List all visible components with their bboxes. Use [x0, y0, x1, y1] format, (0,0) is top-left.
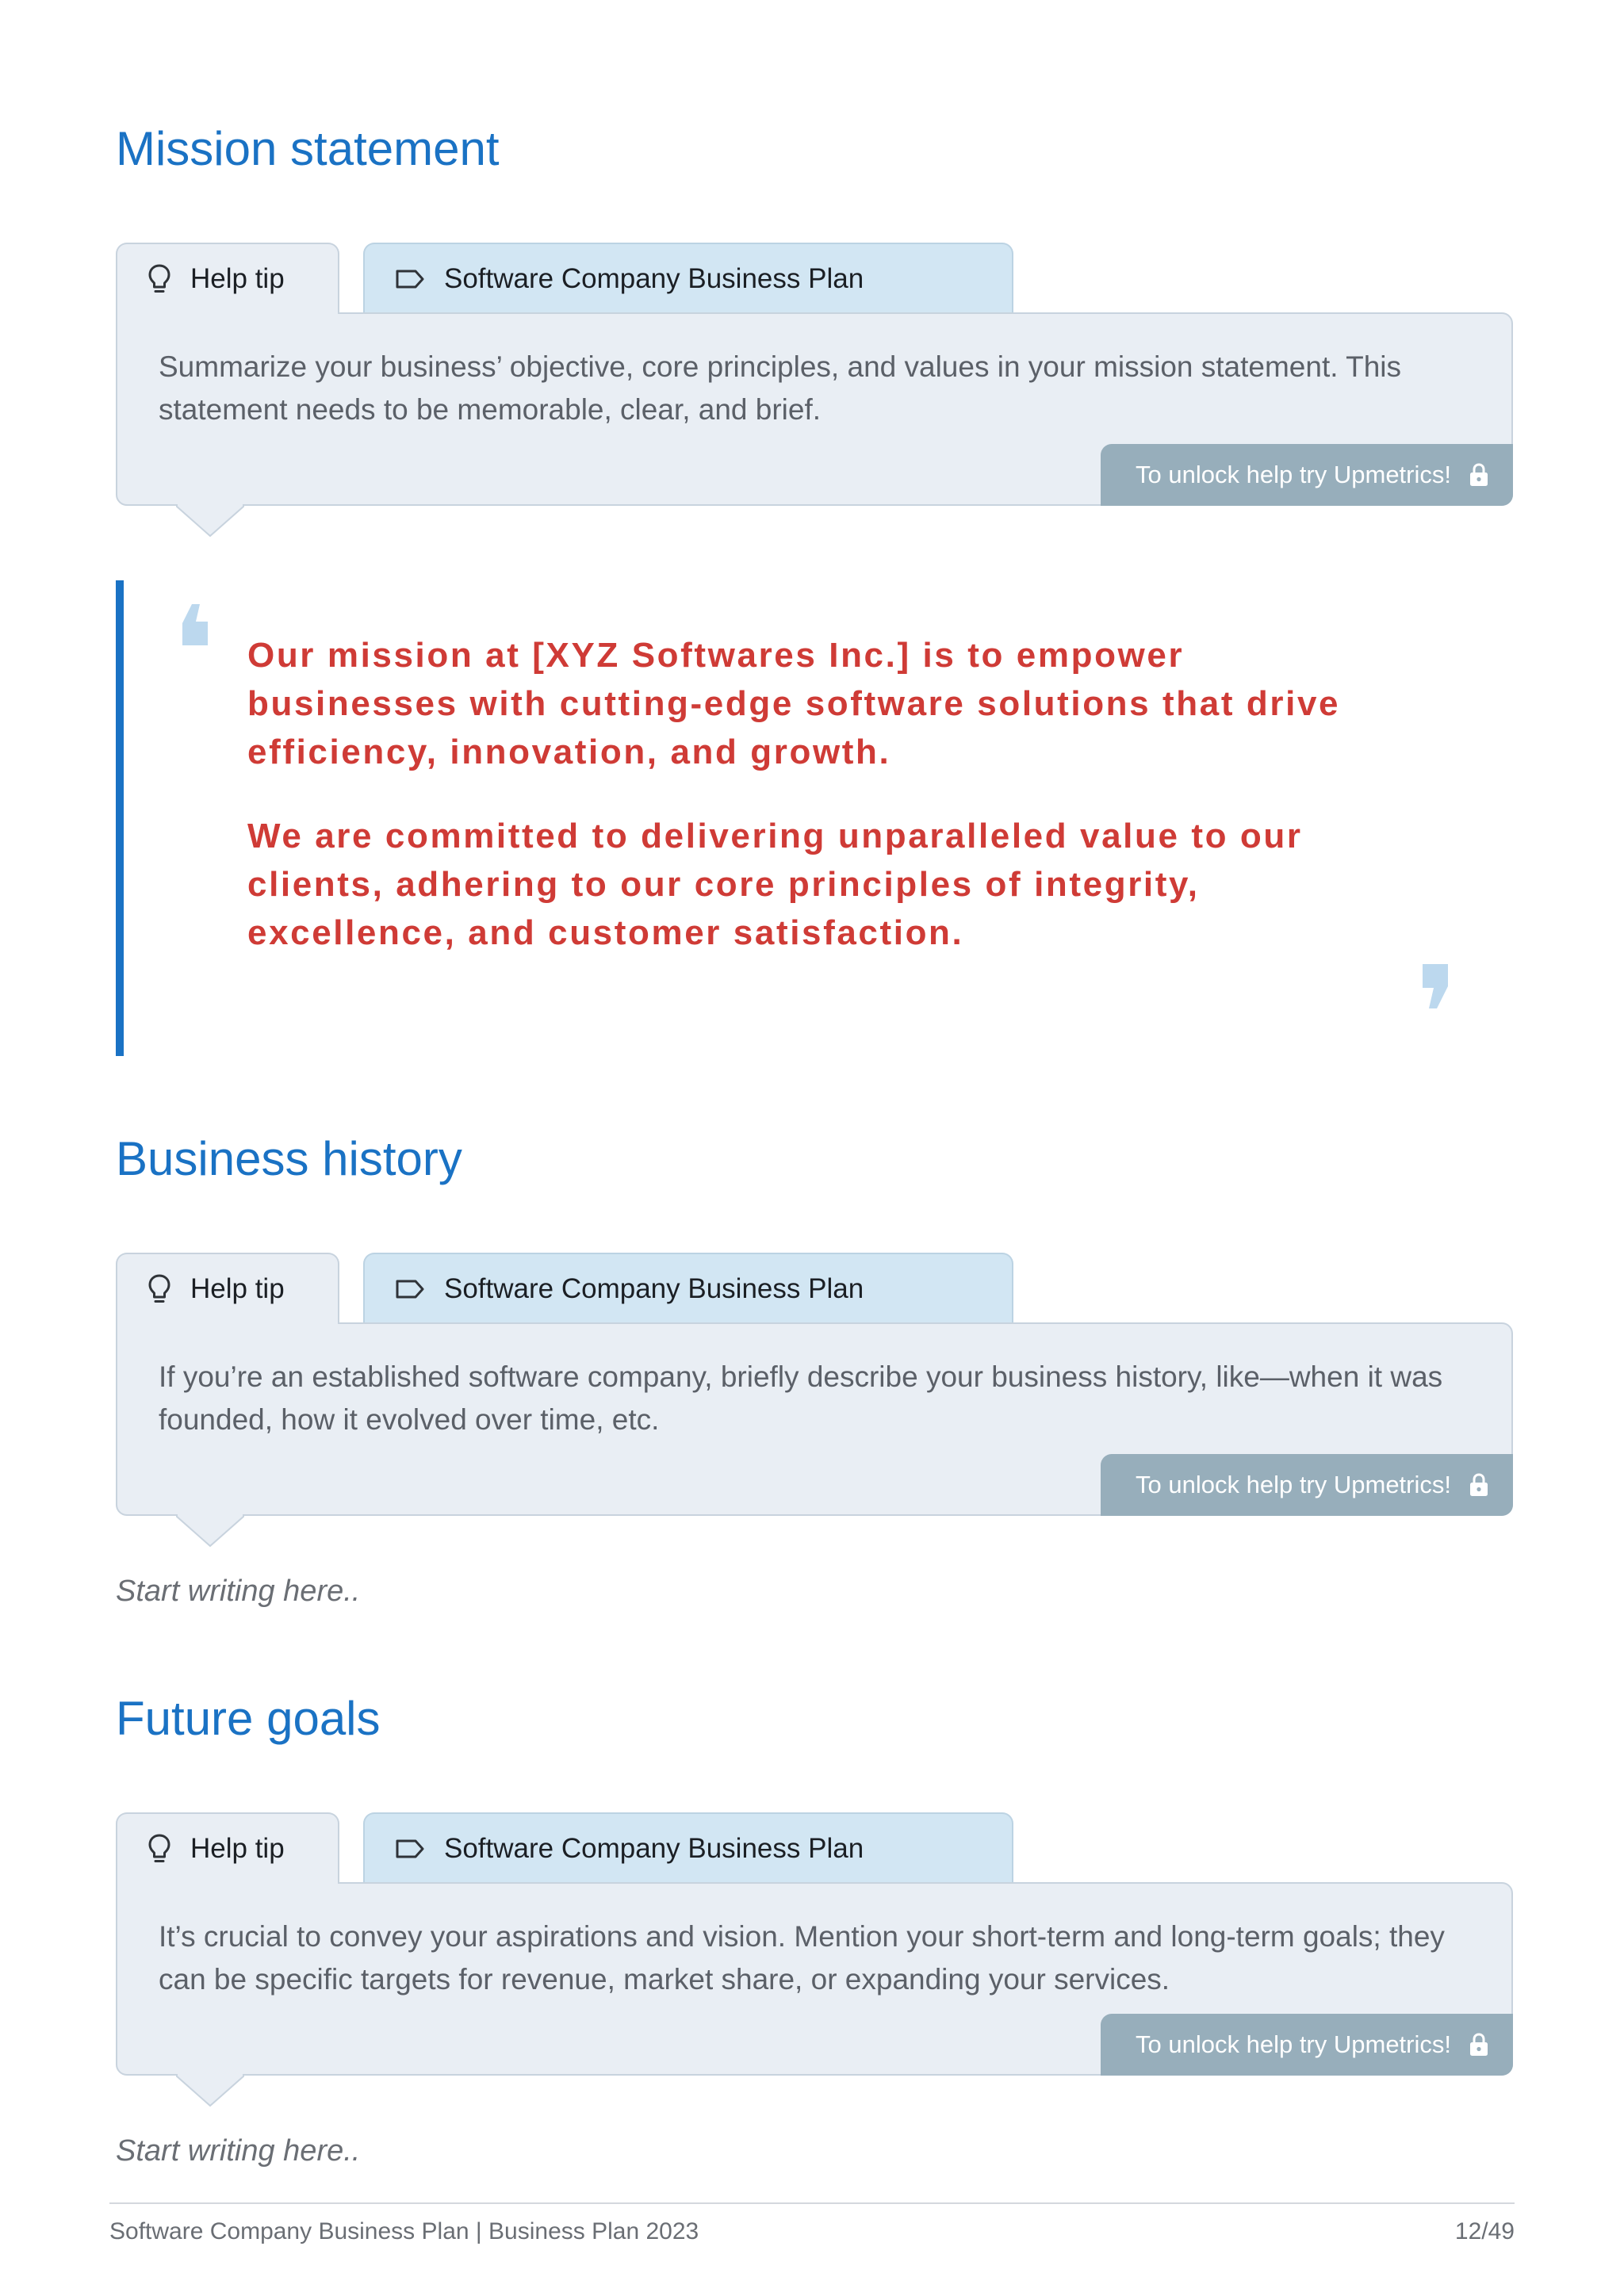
plan-tab-label: Software Company Business Plan	[444, 1273, 864, 1304]
help-tip-business-history	[116, 1253, 1513, 1562]
tip-pointer	[176, 2072, 244, 2109]
help-tip-tab[interactable]	[116, 243, 339, 314]
unlock-help-label: To unlock help try Upmetrics!	[1136, 1471, 1451, 1498]
plan-tab-label: Software Company Business Plan	[444, 1833, 864, 1864]
plan-tab-label: Software Company Business Plan	[444, 263, 864, 294]
help-tip-box	[116, 1322, 1513, 1516]
unlock-help-label: To unlock help try Upmetrics!	[1136, 2030, 1451, 2058]
footer-divider	[109, 2202, 1515, 2204]
lock-icon	[1469, 2032, 1489, 2057]
open-quote-icon	[179, 603, 211, 647]
tip-pointer	[176, 503, 244, 539]
lightbulb-icon	[147, 1273, 171, 1305]
plan-tab[interactable]	[363, 243, 1013, 314]
help-tip-box	[116, 312, 1513, 506]
unlock-help-button[interactable]	[1101, 1454, 1513, 1516]
lightbulb-icon	[147, 263, 171, 295]
mission-quote	[116, 580, 1513, 1056]
unlock-help-label: To unlock help try Upmetrics!	[1136, 461, 1451, 488]
business-history-input-placeholder[interactable]: Start writing here..	[116, 1575, 361, 1608]
quote-accent-bar	[116, 580, 124, 1056]
footer-page-number: 12/49	[1454, 2218, 1515, 2244]
lock-icon	[1469, 1472, 1489, 1498]
section-title-future-goals: Future goals	[116, 1692, 381, 1745]
section-title-mission: Mission statement	[116, 122, 500, 175]
help-tip-label: Help tip	[190, 263, 285, 294]
tip-pointer	[176, 1513, 244, 1549]
lock-icon	[1469, 462, 1489, 488]
tag-icon	[395, 269, 425, 289]
section-title-business-history: Business history	[116, 1132, 462, 1185]
help-tip-tab[interactable]	[116, 1253, 339, 1324]
help-tip-text: It’s crucial to convey your aspirations and vision. Mention your short-term and long-term goals; they can be specific targets for revenue, market share, or expanding your services.	[159, 1920, 1445, 1996]
help-tip-text: If you’re an established software company, briefly describe your business history, like—when it was founded, how it evolved over time, etc.	[159, 1360, 1443, 1436]
close-quote-icon	[1419, 962, 1451, 1010]
help-tip-label: Help tip	[190, 1273, 285, 1304]
help-tip-mission	[116, 243, 1513, 552]
unlock-help-button[interactable]	[1101, 2014, 1513, 2076]
plan-tab[interactable]	[363, 1253, 1013, 1324]
unlock-help-button[interactable]	[1101, 444, 1513, 506]
help-tip-text: Summarize your business’ objective, core principles, and values in your mission statement. This statement needs to be memorable, clear, and brief.	[159, 350, 1402, 426]
mission-quote-paragraph-1: Our mission at [XYZ Softwares Inc.] is to empower businesses with cutting-edge software solutions that drive efficiency, innovation, and growth.	[247, 636, 1341, 771]
help-tip-label: Help tip	[190, 1833, 285, 1864]
tag-icon	[395, 1839, 425, 1859]
plan-tab[interactable]	[363, 1812, 1013, 1884]
help-tip-box	[116, 1882, 1513, 2076]
help-tip-future-goals	[116, 1812, 1513, 2122]
help-tip-tab[interactable]	[116, 1812, 339, 1884]
future-goals-input-placeholder[interactable]: Start writing here..	[116, 2134, 361, 2168]
mission-quote-paragraph-2: We are committed to delivering unparalleled value to our clients, adhering to our core principles of integrity, excellence, and customer satisfaction.	[247, 817, 1303, 952]
lightbulb-icon	[147, 1833, 171, 1865]
tag-icon	[395, 1279, 425, 1299]
footer-document-title: Software Company Business Plan | Business Plan 2023	[109, 2218, 699, 2244]
